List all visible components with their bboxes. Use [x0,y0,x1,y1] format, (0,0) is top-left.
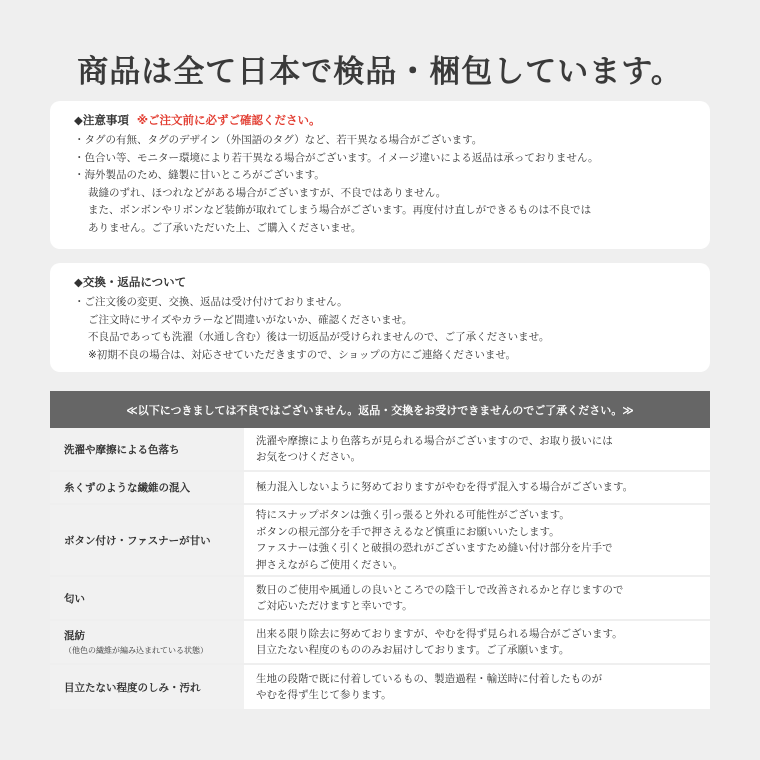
row-label-sub: （他色の繊維が編み込まれている状態） [64,646,208,655]
row-description-line: 出来る限り除去に努めておりますが、やむを得ず見られる場合がございます。 [256,627,623,640]
table-row [50,428,710,470]
table-header: ≪以下につきましては不良ではございません。返品・交換をお受けできませんのでご了承ください。≫ [50,391,710,428]
notice-heading-note: ※ご注文前に必ずご確認ください。 [136,113,321,127]
row-label: 混紡 [64,630,85,642]
returns-card [50,263,710,372]
row-label: 糸くずのような繊維の混入 [64,482,190,494]
notice-line: また、ボンボンやリボンなど装飾が取れてしまう場合がございます。再度付け直しができるものは不良では [88,204,592,216]
returns-lines [74,294,686,364]
row-description-line: 生地の段階で既に付着しているもの、製造過程・輸送時に付着したものが [256,672,603,685]
row-label: 目立たない程度のしみ・汚れ [64,681,201,694]
notice-heading-row [74,111,686,129]
notice-line: ありません。ご了承いただいた上、ご購入くださいませ。 [88,221,362,234]
row-label: 匂い [64,592,85,605]
row-description [244,505,710,575]
returns-line: 不良品であっても洗濯（水通し含む）後は一切返品が受けられませんので、ご了承くださいませ。 [88,331,550,343]
row-description [244,428,710,470]
table-row [50,503,710,575]
notice-line: ・海外製品のため、縫製に甘いところがございます。 [74,169,325,181]
notice-heading: ◆注意事項 [74,113,129,127]
table-row [50,470,710,503]
returns-line: ※初期不良の場合は、対応させていただきますので、ショップの方にご連絡くださいませ。 [88,348,517,361]
row-description-line: お気をつけください。 [256,451,361,463]
row-description [244,665,710,709]
table-row [50,575,710,619]
table-row [50,663,710,709]
row-label-cell [50,665,244,709]
returns-heading: ◆交換・返品について [74,275,187,289]
row-description [244,577,710,619]
row-description-line: 数日のご使用や風通しの良いところでの陰干しで改善されるかと存じますので [256,583,624,596]
row-description-line: ファスナーは強く引くと破損の恐れがございますため縫い付け部分を片手で [256,542,613,554]
page-title: 商品は全て日本で検品・梱包しています。 [77,54,683,90]
returns-line: ご注文時にサイズやカラーなど間違いがないか、確認くださいませ。 [88,313,413,326]
row-label-cell [50,505,244,575]
row-description-line: 極力混入しないように努めておりますがやむを得ず混入する場合がございます。 [256,481,634,494]
row-label-cell [50,621,244,663]
non-defect-table [50,391,710,709]
notice-lines [74,132,686,237]
notice-line: ・色合い等、モニター環境により若干異なる場合がございます。イメージ違いによる返品は承っておりません。 [74,151,599,164]
row-label-cell [50,472,244,503]
row-description [244,472,710,503]
notice-line: ・タグの有無、タグのデザイン（外国語のタグ）など、若干異なる場合がございます。 [74,134,483,146]
row-description-line: 特にスナップボタンは強く引っ張ると外れる可能性がございます。 [256,509,570,521]
row-label: 洗濯や摩擦による色落ち [64,443,180,456]
table-body [50,428,710,709]
row-description-line: 目立たない程度のもののみお届けしております。ご了承願います。 [256,644,570,656]
table-row [50,619,710,663]
notice-line: 裁縫のずれ、ほつれなどがある場合がございますが、不良ではありません。 [88,186,447,199]
row-label: ボタン付け・ファスナーが甘い [64,534,211,547]
row-description-line: ボタンの根元部分を手で押さえるなど慎重にお願いいたします。 [256,525,560,538]
row-description-line: やむを得ず生じて参ります。 [256,689,392,701]
returns-line: ・ご注文後の変更、交換、返品は受け付けておりません。 [74,296,348,308]
row-label-cell [50,577,244,619]
row-label-cell [50,428,244,470]
row-description-line: ご対応いただけますと幸いです。 [256,600,413,612]
notice-card [50,101,710,249]
row-description [244,621,710,663]
row-description-line: 洗濯や摩擦により色落ちが見られる場合がございますので、お取り扱いには [256,434,613,447]
row-description-line: 押さえながらご使用ください。 [256,558,403,571]
